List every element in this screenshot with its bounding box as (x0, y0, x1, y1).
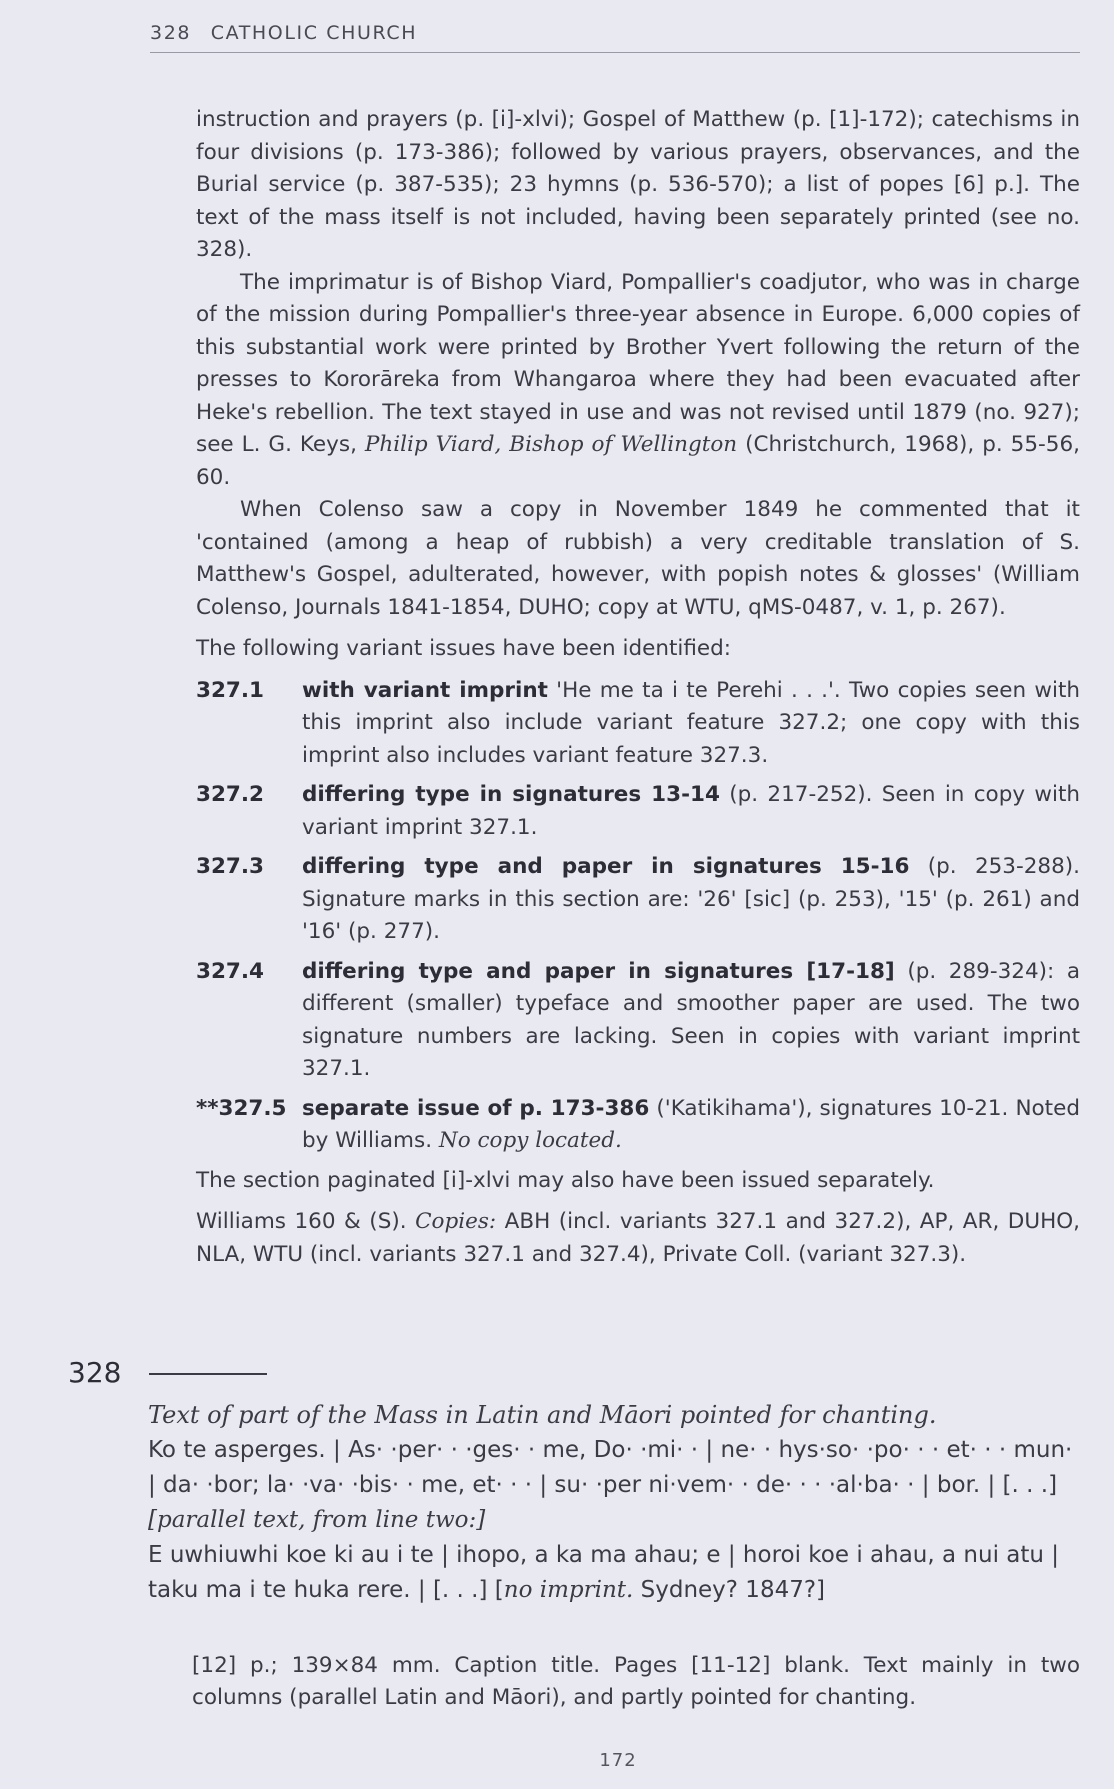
paragraph-imprimatur-text: The imprimatur is of Bishop Viard, Pompallier's coadjutor, who was in charge of the mission during Pompallier's three-year absence in Europe. 6,000 copies of this substantial work were printed by Brother Yvert following the return of the presses to Kororāreka from Whangaroa where they had been evacuated after Heke's rebellion. The text stayed in use and was not revised until 1879 (no. 927); see L. G. Keys, (196, 269, 1080, 457)
variant-heading: with variant imprint (302, 677, 548, 703)
author-rule (149, 1373, 267, 1375)
variant-heading: differing type and paper in signatures [17-18] (302, 958, 895, 984)
copies-list: ABH (incl. variants 327.1 and 327.2), AP, AR, DUHO, NLA, WTU (incl. variants 327.1 and 327.4), Private Coll. (variant 327.3). (196, 1209, 1080, 1267)
variant-note-italic: No copy located. (438, 1128, 622, 1153)
variant-text: (p. 289-324): a different (smaller) typeface and smoother paper are used. The two signature numbers are lacking. Seen in copies with variant imprint 327.1. (302, 958, 1081, 1081)
variant-list (196, 675, 1080, 1158)
bibliography-ref: Williams 160 & (S). (196, 1209, 416, 1234)
variant-item (196, 851, 1080, 949)
variant-description (302, 851, 1080, 949)
parallel-note-italic: [parallel text, from line two:] (148, 1507, 486, 1533)
variant-number: 327.4 (196, 958, 265, 984)
entry-327-continuation (196, 104, 1080, 1271)
latin-text: Ko te asperges. | As· ·per· · ·ges· · me, Do· ·mi· · | ne· · hys·so· ·po· · · et· · · mun· | da· ·bor; la· ·va· ·bis· · me, et· · · | su· ·per ni·vem· · de· · · ·al·ba· · | bor. | [. . .] (148, 1437, 1073, 1498)
variant-number: **327.5 (196, 1095, 287, 1121)
paragraph-separate-issue: The section paginated [i]-xlvi may also have been issued separately. (196, 1167, 935, 1193)
paragraph-colenso: When Colenso saw a copy in November 1849 he commented that it 'contained (among a heap of rubbish) a very creditable translation of S. Matthew's Gospel, adulterated, however, with popish notes & glosses' (William Colenso, Journals 1841-1854, DUHO; copy at WTU, qMS-0487, v. 1, p. 267). (196, 497, 1080, 620)
variant-text: (p. 217-252). Seen in copy with variant imprint 327.1. (302, 782, 1080, 840)
paragraph-copies (196, 1206, 1080, 1271)
imprint-guess: Sydney? 1847?] (633, 1577, 826, 1603)
variant-description (302, 1093, 1080, 1158)
maori-text (148, 1538, 1080, 1608)
variant-item (196, 779, 1080, 844)
paragraph-contents: instruction and prayers (p. [i]-xlvi); Gospel of Matthew (p. [1]-172); catechisms in four divisions (p. 173-386); followed by various prayers, observances, and the Burial service (p. 387-535); 23 hymns (p. 536-570); a list of popes [6] p.]. The text of the mass itself is not included, having been separately printed (see no. 328). (196, 107, 1080, 262)
variant-number: 327.1 (196, 677, 265, 703)
book-title-italic: Philip Viard, Bishop of Wellington (364, 432, 738, 457)
running-head (150, 22, 1080, 53)
parallel-note (148, 1503, 1080, 1538)
physical-description: [12] p.; 139×84 mm. Caption title. Pages [11-12] blank. Text mainly in two columns (parallel Latin and Māori), and partly pointed for chanting. (192, 1653, 1080, 1710)
variant-heading: separate issue of p. 173-386 (302, 1095, 650, 1121)
copies-label: Copies: (415, 1209, 497, 1234)
entry-328-description (192, 1650, 1080, 1714)
variant-number: 327.2 (196, 782, 265, 807)
variant-number: 327.3 (196, 854, 265, 879)
maori-text-main: E uwhiuwhi koe ki au i te | ihopo, a ka ma ahau; e | horoi koe i ahau, a nui atu | taku ma i te huka rere. | [. . .] [ (148, 1542, 1060, 1603)
variant-description (302, 779, 1080, 844)
paragraph-imprimatur-tail: (Christchurch, 1968), p. 55-56, 60. (196, 432, 1080, 490)
variant-description (302, 675, 1080, 773)
imprint-note-italic: no imprint. (503, 1577, 634, 1603)
variant-item (196, 956, 1080, 1086)
header-page-number: 328 (150, 22, 192, 44)
variant-text: (p. 253-288). Signature marks in this section are: '26' [sic] (p. 253), '15' (p. 261) and '16' (p. 277). (302, 854, 1080, 944)
variant-text: 'He me ta i te Perehi . . .'. Two copies seen with this imprint also include variant feature 327.2; one copy with this imprint also includes variant feature 327.3. (302, 677, 1080, 768)
header-title: CATHOLIC CHURCH (210, 22, 418, 44)
variant-text: ('Katikihama'), signatures 10-21. Noted by Williams. (302, 1095, 1080, 1153)
variant-heading: differing type in signatures 13-14 (302, 782, 720, 807)
folio-number: 172 (599, 1750, 637, 1771)
paragraph-variants-intro: The following variant issues have been identified: (196, 636, 732, 661)
entry-328-heading (68, 1356, 1080, 1389)
entry-number: 328 (68, 1356, 122, 1389)
entry-328-body (148, 1398, 1080, 1608)
variant-heading: differing type and paper in signatures 15-16 (302, 854, 910, 879)
paragraph-imprimatur (196, 267, 1080, 495)
entry-title: Text of part of the Mass in Latin and Māori pointed for chanting. (148, 1401, 937, 1429)
variant-item (196, 675, 1080, 773)
variant-description (302, 956, 1080, 1086)
variant-item (196, 1093, 1080, 1158)
